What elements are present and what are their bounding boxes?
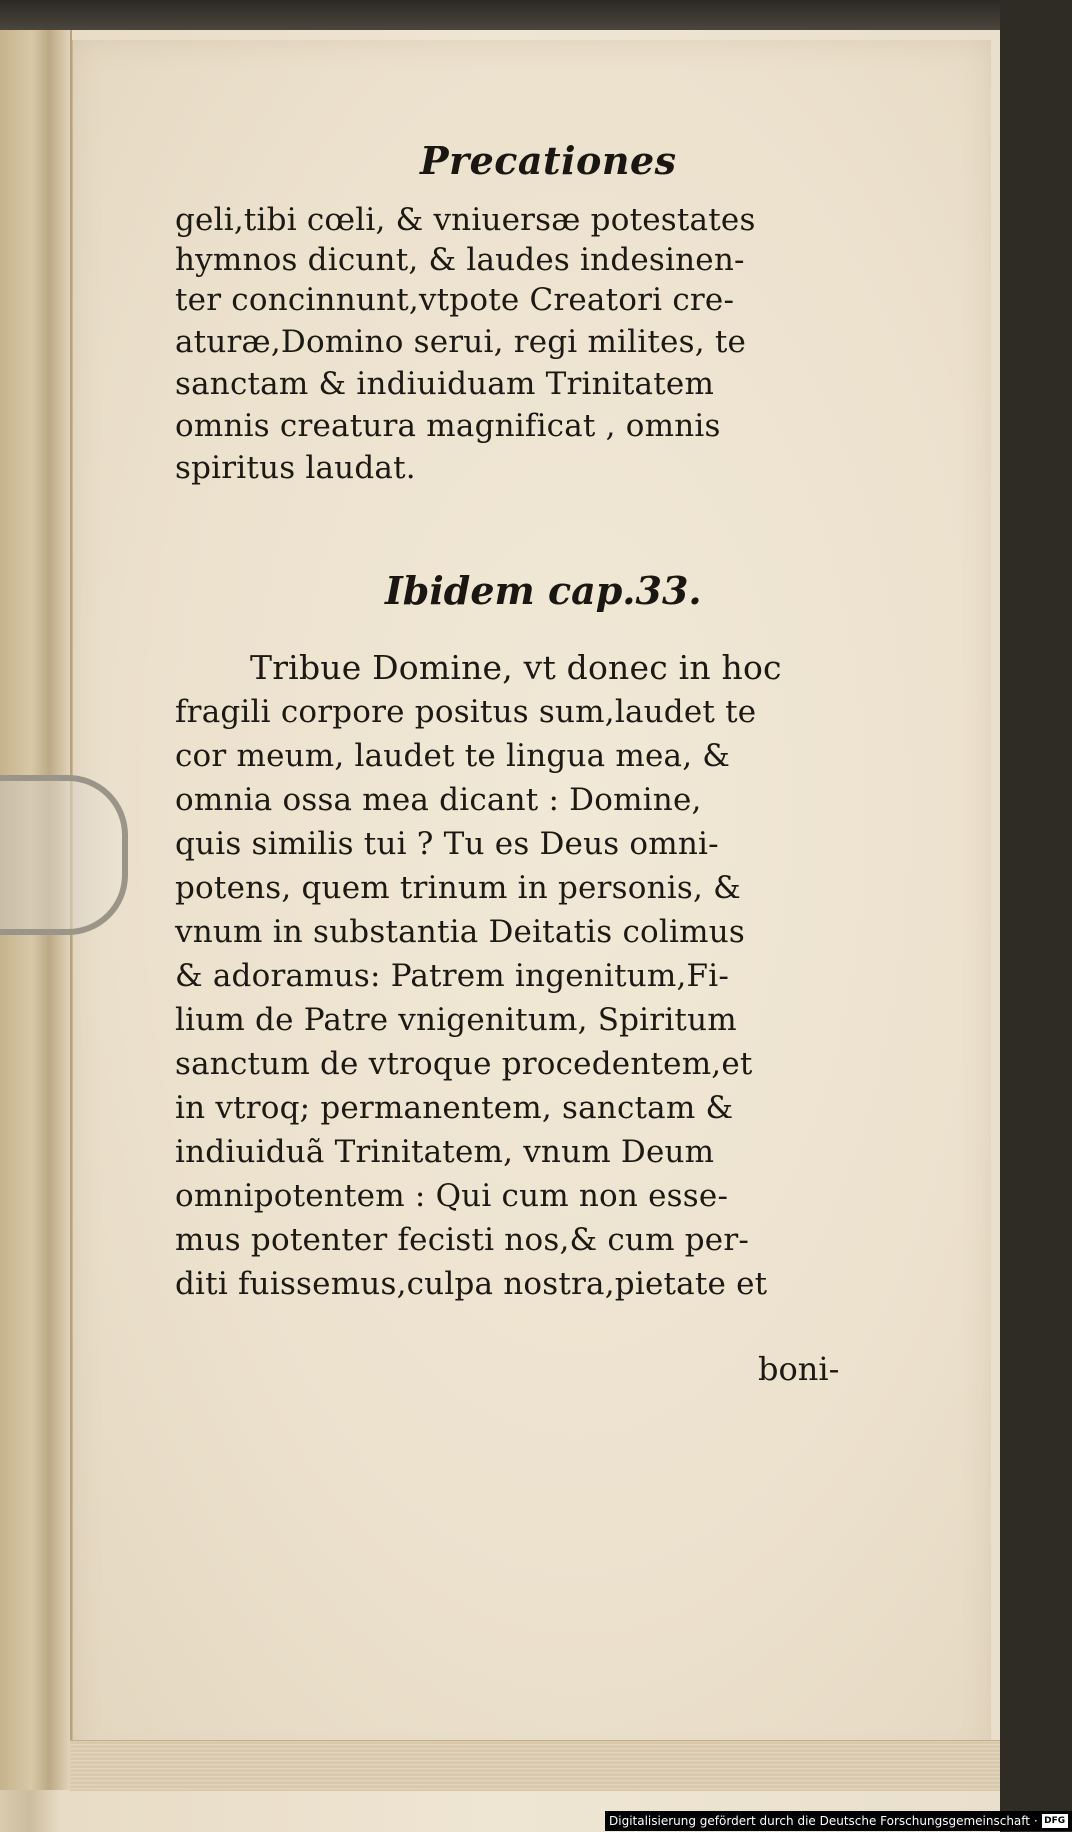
page-bottom-edge (70, 1740, 1000, 1791)
credit-text: Digitalisierung gefördert durch die Deutsche Forschungsgemeinschaft · (609, 1814, 1038, 1828)
section-title: Ibidem cap.33. (385, 568, 702, 613)
digitization-credit (605, 1811, 1072, 1831)
dfg-logo: DFG (1042, 1814, 1068, 1828)
text-line: vnum in substantia Deitatis colimus (175, 914, 745, 950)
text-line: aturæ,Domino serui, regi milites, te (175, 324, 747, 360)
text-line: diti fuissemus,culpa nostra,pietate et (175, 1266, 768, 1302)
text-line: fragili corpore positus sum,laudet te (175, 694, 757, 730)
text-line: & adoramus: Patrem ingenitum,Fi- (175, 958, 730, 994)
text-line: lium de Patre vnigenitum, Spiritum (175, 1002, 737, 1038)
text-line: hymnos dicunt, & laudes indesinen- (175, 242, 745, 278)
text-line: in vtroq; permanentem, sanctam & (175, 1090, 734, 1126)
text-line: potens, quem trinum in personis, & (175, 870, 741, 906)
text-line: geli,tibi cœli, & vniuersæ potestates (175, 202, 756, 238)
running-header: Precationes (420, 138, 677, 183)
text-line: indiuiduã Trinitatem, vnum Deum (175, 1134, 715, 1170)
text-line: omnis creatura magnificat , omnis (175, 408, 721, 444)
text-line: omnia ossa mea dicant : Domine, (175, 782, 702, 818)
catchword: boni- (758, 1350, 840, 1388)
text-line: omnipotentem : Qui cum non esse- (175, 1178, 729, 1214)
text-line: quis similis tui ? Tu es Deus omni- (175, 826, 719, 862)
text-line: sanctam & indiuiduam Trinitatem (175, 366, 715, 402)
page-clip-icon (0, 775, 128, 935)
text-line: ter concinnunt,vtpote Creatori cre- (175, 282, 735, 318)
text-line: mus potenter fecisti nos,& cum per- (175, 1222, 750, 1258)
text-line: cor meum, laudet te lingua mea, & (175, 738, 731, 774)
scanner-top-edge (0, 0, 1000, 30)
text-line: sanctum de vtroque procedentem,et (175, 1046, 753, 1082)
text-line: Tribue Domine, vt donec in hoc (250, 648, 782, 687)
text-line: spiritus laudat. (175, 450, 416, 486)
